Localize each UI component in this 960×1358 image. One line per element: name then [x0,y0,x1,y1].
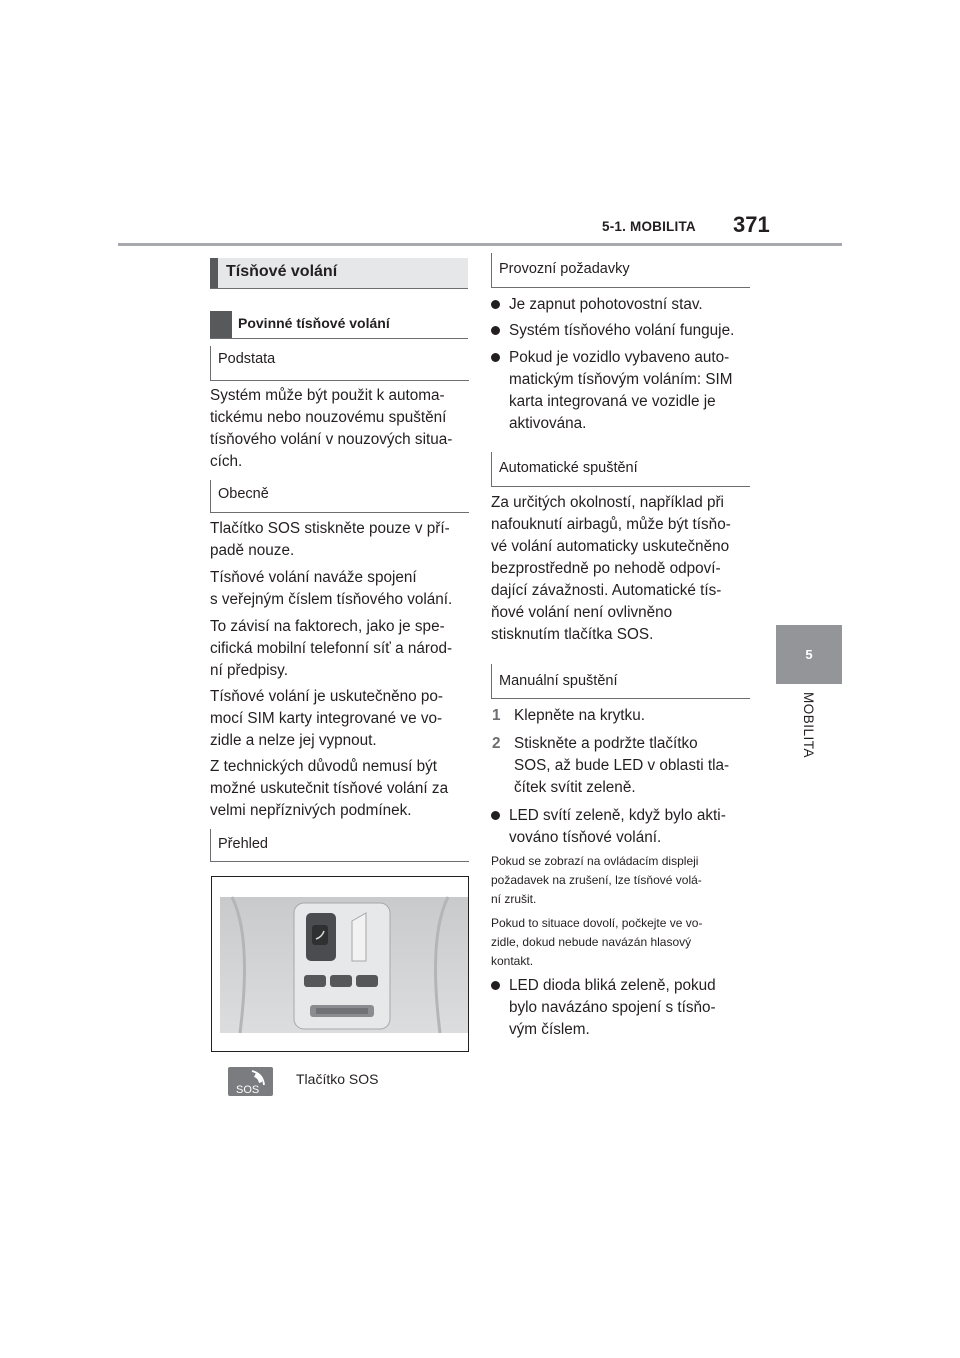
bullet-dot [491,353,500,362]
heading-automaticke-label: Automatické spuštění [499,460,638,476]
overhead-console-illustration [212,877,468,1051]
sos-button-icon [228,1067,273,1096]
section-title: Tísňové volání [226,263,338,280]
note-paragraph [491,852,702,909]
text-line: nafouknutí airbagů, může být tísňo- [491,516,731,533]
heading-manualni-label: Manuální spuštění [499,673,618,689]
overhead-console-figure [211,876,469,1052]
text-line: vé volání automaticky uskutečněno [491,538,730,555]
text-line: Je zapnut pohotovostní stav. [509,296,703,313]
text-line: Pokud to situace dovolí, počkejte ve vo- [491,916,703,930]
text-line: Tlačítko SOS stiskněte pouze v pří- [210,520,450,537]
heading-provozni-label: Provozní požadavky [499,261,630,277]
text-line: ňové volání není ovlivněno [491,604,673,621]
paragraph-automaticke [491,492,731,646]
text-line: cích. [210,453,243,470]
text-line: čítek svítit zeleně. [514,779,636,796]
text-line: To závisí na faktorech, jako je spe- [210,618,445,635]
chapter-label-tab [800,692,817,772]
text-line: velmi nepříznivých podmínek. [210,802,412,819]
heading-manualni-spusteni [491,664,750,699]
page-number: 371 [733,212,770,237]
heading-obecne [210,480,469,513]
bullet-dot [491,811,500,820]
bullet-dot [491,326,500,335]
section-title-bar [210,258,468,289]
text-line: tísňového volání v nouzových situa- [210,431,453,448]
text-line: Stiskněte a podržte tlačítko [514,735,698,752]
paragraph-obecne-3 [210,616,452,682]
text-line: zidle, dokud nebude navázán hlasový [491,935,692,949]
text-line: Pokud se zobrazí na ovládacím displeji [491,854,699,868]
step-item [492,733,730,799]
section-title-tab [210,258,218,288]
bullet-item [509,975,716,1041]
paragraph-obecne-4 [210,686,443,752]
text-line: vým číslem. [509,1021,590,1038]
heading-podstata [210,346,469,381]
header-rule [118,243,842,246]
text-line: ní předpisy. [210,662,288,679]
text-line: aktivována. [509,415,587,432]
paragraph-podstata [210,385,452,473]
text-line: Systém může být použit k automa- [210,387,445,404]
text-line: Za určitých okolností, například při [491,494,724,511]
text-line: bylo navázáno spojení s tísňo- [509,999,716,1016]
text-line: bezprostředně po nehodě odpoví- [491,560,721,577]
text-line: možné uskutečnit tísňové volání za [210,780,449,797]
text-line: dající závažnosti. Automatické tís- [491,582,722,599]
text-line: mocí SIM karty integrované ve vo- [210,710,443,727]
subsection-title-tab [210,311,232,338]
step-number: 1 [492,707,501,724]
paragraph-obecne-2 [210,567,452,611]
text-line: s veřejným číslem tísňového volání. [210,591,453,608]
subsection-title-bar [210,311,468,339]
text-line: kontakt. [491,954,534,968]
heading-provozni-pozadavky [491,253,750,288]
chapter-number: 5 [805,647,813,662]
bullet-item [509,347,733,435]
bullet-dot [491,981,500,990]
heading-obecne-label: Obecně [218,486,269,502]
bullet-item [509,320,734,342]
sos-caption: Tlačítko SOS [296,1071,379,1087]
running-header-section: 5-1. MOBILITA [602,219,696,234]
bullet-dot [491,300,500,309]
text-line: padě nouze. [210,542,295,559]
heading-prehled-label: Přehled [218,836,268,852]
text-line: požadavek na zrušení, lze tísňové volá- [491,873,702,887]
heading-automaticke-spusteni [491,452,750,487]
text-line: Tísňové volání naváže spojení [210,569,417,586]
text-line: vováno tísňové volání. [509,829,662,846]
text-line: ní zrušit. [491,892,537,906]
text-line: cifická mobilní telefonní síť a národ- [210,640,453,657]
paragraph-obecne-5 [210,756,448,822]
text-line: LED svítí zeleně, když bylo akti- [509,807,726,824]
chapter-label: MOBILITA [801,692,816,759]
note-paragraph [491,914,702,971]
heading-podstata-label: Podstata [218,351,276,367]
step-item [492,705,645,727]
text-line: SOS, až bude LED v oblasti tla- [514,757,730,774]
text-line: Klepněte na krytku. [514,707,645,724]
text-line: Z technických důvodů nemusí být [210,758,438,775]
text-line: LED dioda bliká zeleně, pokud [509,977,716,994]
text-line: Systém tísňového volání funguje. [509,322,735,339]
bullet-item [509,294,703,316]
text-line: Tísňové volání je uskutečněno po- [210,688,443,705]
text-line: karta integrovaná ve vozidle je [509,393,716,410]
text-line: zidle a nelze jej vypnout. [210,732,377,749]
heading-prehled [210,829,469,862]
sos-icon-text: SOS [236,1084,260,1096]
text-line: tickému nebo nouzovému spuštění [210,409,447,426]
phone-sos-icon [228,1067,273,1096]
chapter-number-tab [776,625,842,684]
text-line: matickým tísňovým voláním: SIM [509,371,733,388]
bullet-item [509,805,726,849]
text-line: Pokud je vozidlo vybaveno auto- [509,349,730,366]
step-number: 2 [492,735,501,752]
paragraph-obecne-1 [210,518,450,562]
subsection-title: Povinné tísňové volání [238,315,390,331]
text-line: stisknutím tlačítka SOS. [491,626,654,643]
